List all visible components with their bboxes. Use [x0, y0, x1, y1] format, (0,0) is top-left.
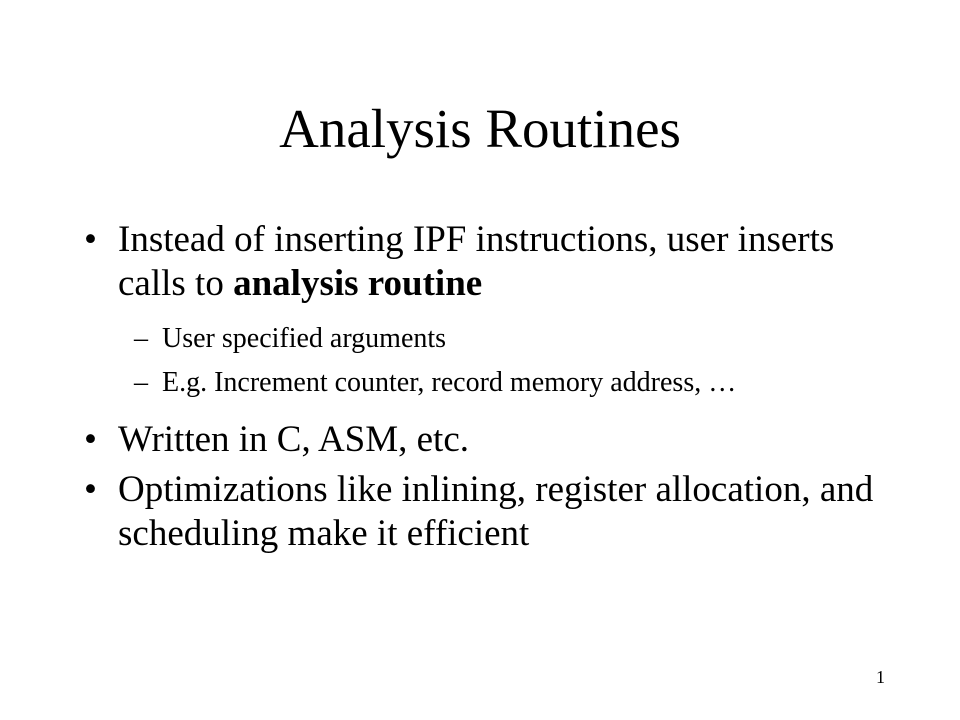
bullet-text: Instead of inserting IPF instructions, user inserts calls to — [118, 219, 835, 304]
dash-icon: – — [134, 323, 148, 354]
bullet-icon: • — [84, 419, 97, 460]
slide-body — [84, 218, 884, 556]
sub-bullet-text: E.g. Increment counter, record memory address, … — [162, 367, 737, 398]
slide-title: Analysis Routines — [279, 98, 681, 159]
bullet-item-written-in — [84, 418, 884, 462]
bullet-icon: • — [84, 219, 97, 260]
slide-number: 1 — [876, 667, 885, 687]
sub-bullet-item-arguments — [84, 322, 884, 356]
bullet-item-analysis-routine — [84, 218, 884, 306]
bullet-text: Written in C, ASM, etc. — [118, 419, 470, 460]
bullet-emphasis-text: analysis routine — [233, 263, 483, 304]
bullet-icon: • — [84, 469, 97, 510]
dash-icon: – — [134, 367, 148, 398]
bullet-text: Optimizations like inlining, register allocation, and scheduling make it efficient — [118, 469, 874, 554]
bullet-item-optimizations — [84, 468, 884, 556]
sub-bullet-text: User specified arguments — [162, 323, 447, 354]
sub-bullet-item-example — [84, 366, 884, 400]
